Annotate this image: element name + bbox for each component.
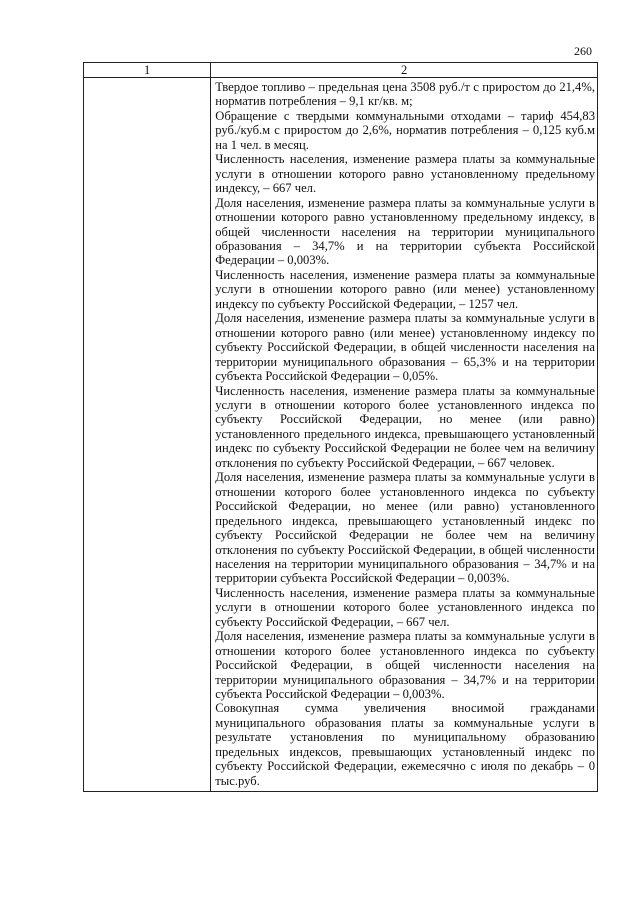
table-header-row bbox=[84, 63, 598, 78]
column-2-cell bbox=[211, 78, 598, 792]
document-table bbox=[83, 62, 598, 792]
paragraph-waste-tariff: Обращение с твердыми коммунальными отходами – тариф 454,83 руб./куб.м с приростом до 2,6%, норматив потребления – 0,125 куб.м на 1 чел. в месяц. bbox=[215, 108, 595, 152]
page-number: 260 bbox=[574, 44, 592, 58]
paragraph-population-above-index-within-deviation: Численность населения, изменение размера платы за коммунальные услуги в отношении которого более установленного индекса по субъекту Российской Федерации, но менее (или равно) установленного предельного индекса, превышающего установленный индекс по субъекту Российской Федерации не более чем на величину отклонения по субъекту Российской Федерации, – 667 человек. bbox=[215, 383, 595, 470]
paragraph-population-above-index: Численность населения, изменение размера платы за коммунальные услуги в отношении которого более установленного индекса по субъекту Российской Федерации, – 667 чел. bbox=[215, 585, 595, 629]
column-1-header: 1 bbox=[84, 63, 211, 78]
table-row bbox=[84, 78, 598, 792]
paragraph-total-increase: Совокупная сумма увеличения вносимой гражданами муниципального образования платы за коммунальные услуги в результате установления по муниципальному образованию предельных индексов, превышающих установленный индекс по субъекту Российской Федерации, ежемесячно с июля по декабрь – 0 тыс.руб. bbox=[215, 701, 595, 788]
paragraph-population-equal-limit: Численность населения, изменение размера платы за коммунальные услуги в отношении которого равно установленному предельному индексу, – 667 чел. bbox=[215, 152, 595, 196]
paragraph-share-above-index-within-deviation: Доля населения, изменение размера платы за коммунальные услуги в отношении которого более установленного индекса по субъекту Российской Федерации, но менее (или равно) установленного предельного индекса, превышающего установленный индекс по субъекту Российской Федерации не более чем на величину отклонения по субъекту Российской Федерации, в общей численности населения на территории муниципального образования – 34,7% и на территории субъекта Российской Федерации – 0,003%. bbox=[215, 470, 595, 586]
paragraph-solid-fuel: Твердое топливо – предельная цена 3508 руб./т с приростом до 21,4%, норматив потребления – 9,1 кг/кв. м; bbox=[215, 80, 595, 109]
paragraph-share-equal-limit: Доля населения, изменение размера платы за коммунальные услуги в отношении которого равно установленному предельному индексу, в общей численности населения на территории муниципального образования – 34,7% и на территории субъекта Российской Федерации – 0,003%. bbox=[215, 195, 595, 268]
paragraph-share-equal-or-less-index: Доля населения, изменение размера платы за коммунальные услуги в отношении которого равно (или менее) установленному индексу по субъекту Российской Федерации, в общей численности населения на территории муниципального образования – 65,3% и на территории субъекта Российской Федерации – 0,05%. bbox=[215, 311, 595, 384]
column-1-cell bbox=[84, 78, 211, 792]
paragraph-share-above-index: Доля населения, изменение размера платы за коммунальные услуги в отношении которого более установленного индекса по субъекту Российской Федерации, в общей численности населения на территории муниципального образования – 34,7% и на территории субъекта Российской Федерации – 0,003%. bbox=[215, 629, 595, 702]
paragraph-population-equal-or-less-index: Численность населения, изменение размера платы за коммунальные услуги в отношении которого равно (или менее) установленному индексу по субъекту Российской Федерации, – 1257 чел. bbox=[215, 267, 595, 311]
column-2-header: 2 bbox=[211, 63, 598, 78]
